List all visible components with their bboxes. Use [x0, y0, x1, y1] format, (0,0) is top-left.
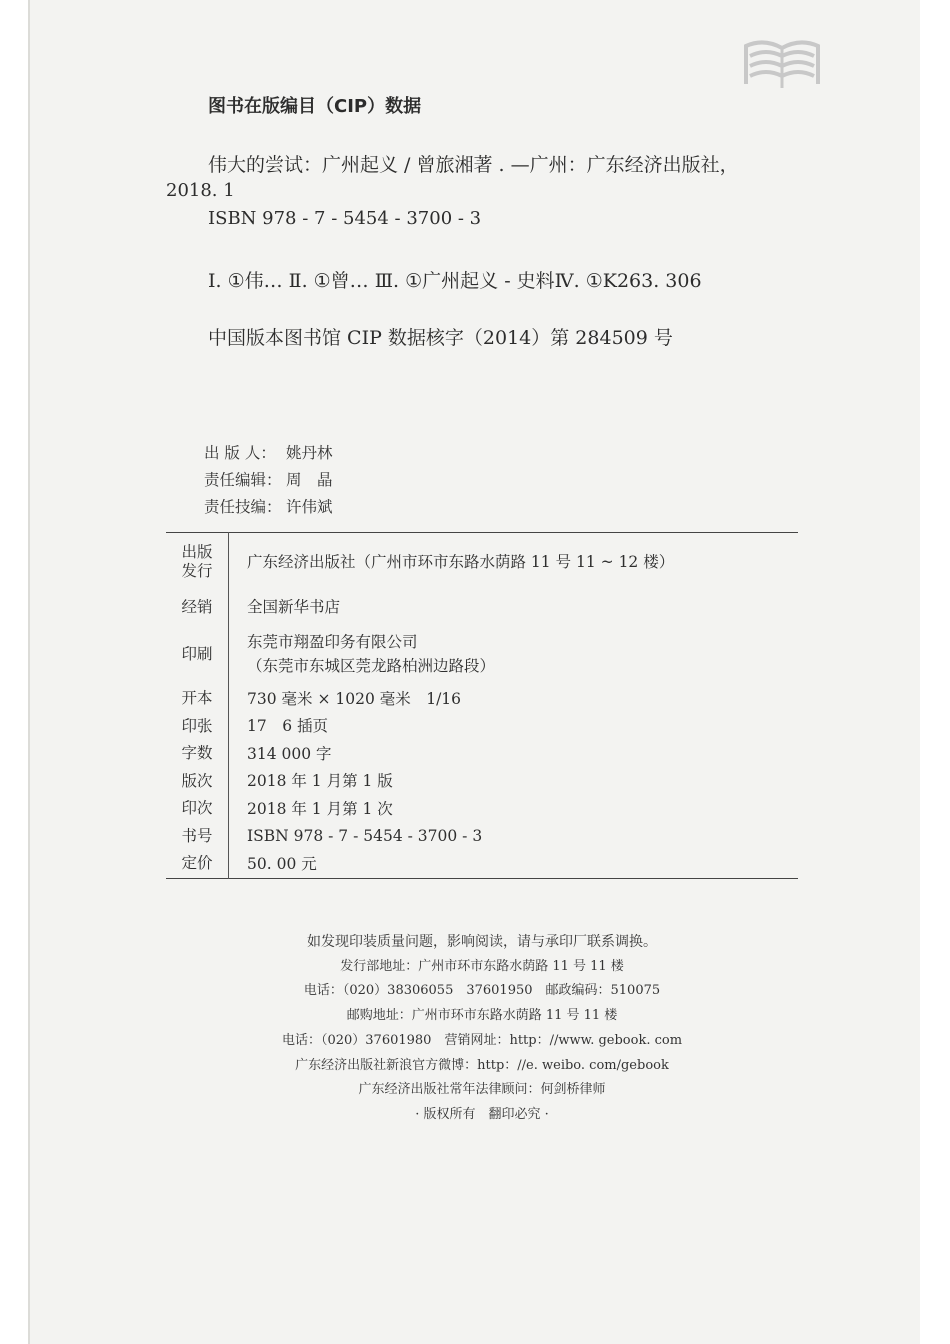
staff-name: 姚丹林: [286, 444, 333, 462]
impression-value: 2018 年 1 月第 1 次: [247, 799, 393, 818]
table-row: [166, 740, 798, 768]
printing-label: 印刷: [166, 623, 229, 685]
footer-quality-notice: 如发现印装质量问题，影响阅读，请与承印厂联系调换。: [307, 934, 657, 950]
printing-value-1: 东莞市翔盈印务有限公司: [247, 633, 418, 651]
table-row: [166, 685, 798, 713]
table-row: [166, 768, 798, 796]
footer-distribution-address: 发行部地址：广州市环市东路水荫路 11 号 11 楼: [340, 958, 624, 974]
page-edge: [28, 0, 30, 1344]
book-number-value: ISBN 978 - 7 - 5454 - 3700 - 3: [247, 827, 483, 846]
distribution-value: 全国新华书店: [247, 598, 341, 616]
staff-editor: [204, 467, 333, 494]
cip-classification-line: Ⅰ. ①伟… Ⅱ. ①曾… Ⅲ. ①广州起义 - 史料Ⅳ. ①K263. 306: [208, 270, 702, 292]
printing-value: [229, 623, 799, 685]
cip-title-line: 伟大的尝试：广州起义 / 曾旅湘著 . —广州：广东经济出版社，: [208, 154, 739, 176]
edition-value: 2018 年 1 月第 1 版: [247, 772, 393, 791]
row-label: [166, 533, 229, 592]
words-label: 字数: [166, 740, 229, 768]
table-row: [166, 850, 798, 878]
staff-name: 周 晶: [286, 471, 333, 489]
publication-info-table: [166, 532, 798, 879]
impression-label: 印次: [166, 795, 229, 823]
cip-heading: 图书在版编目（CIP）数据: [208, 96, 422, 117]
footer-copyright: · 版权所有 翻印必究 ·: [415, 1106, 549, 1122]
footer-phone-postcode: 电话：（020）38306055 37601950 邮政编码：510075: [303, 983, 661, 999]
cip-isbn-line: ISBN 978 - 7 - 5454 - 3700 - 3: [208, 208, 482, 229]
price-label: 定价: [166, 850, 229, 878]
staff-role: 责任技编：: [204, 498, 282, 516]
table-row: [166, 713, 798, 741]
table-row: [166, 795, 798, 823]
book-pages-icon: [736, 26, 828, 96]
cip-year-line: 2018. 1: [166, 180, 235, 201]
staff-role: 责任编辑：: [204, 471, 282, 489]
sheets-value: 17 6 插页: [247, 717, 329, 736]
staff-list: [204, 440, 333, 521]
format-label: 开本: [166, 685, 229, 713]
footer-weibo: 广东经济出版社新浪官方微博：http：//e. weibo. com/gebook: [295, 1057, 669, 1073]
sheets-label: 印张: [166, 713, 229, 741]
table-row: [166, 823, 798, 851]
book-number-label: 书号: [166, 823, 229, 851]
format-value: 730 毫米 × 1020 毫米 1/16: [247, 689, 462, 708]
table-row: [166, 591, 798, 623]
publisher-footer: [166, 930, 798, 1128]
printing-value-2: （东莞市东城区莞龙路柏洲边路段）: [247, 657, 496, 675]
staff-publisher: [204, 440, 333, 467]
cip-number-line: 中国版本图书馆 CIP 数据核字（2014）第 284509 号: [208, 327, 673, 349]
edition-label: 版次: [166, 768, 229, 796]
footer-marketing-website: 电话：（020）37601980 营销网址：http：//www. gebook. com: [281, 1032, 683, 1048]
publisher-value: 广东经济出版社（广州市环市东路水荫路 11 号 11 ~ 12 楼）: [247, 553, 675, 571]
words-value: 314 000 字: [247, 744, 332, 763]
table-row: [166, 533, 798, 592]
footer-legal-counsel: 广东经济出版社常年法律顾问：何剑桥律师: [358, 1082, 606, 1098]
table-row: [166, 623, 798, 685]
staff-role: 出 版 人：: [204, 444, 276, 462]
staff-name: 许伟斌: [286, 498, 333, 516]
publisher-label-2: 发行: [181, 562, 213, 580]
price-value: 50. 00 元: [247, 854, 317, 873]
footer-mail-order-address: 邮购地址：广州市环市东路水荫路 11 号 11 楼: [346, 1008, 618, 1024]
publisher-label-1: 出版: [181, 543, 213, 561]
staff-tech-editor: [204, 494, 333, 521]
distribution-label: 经销: [166, 591, 229, 623]
